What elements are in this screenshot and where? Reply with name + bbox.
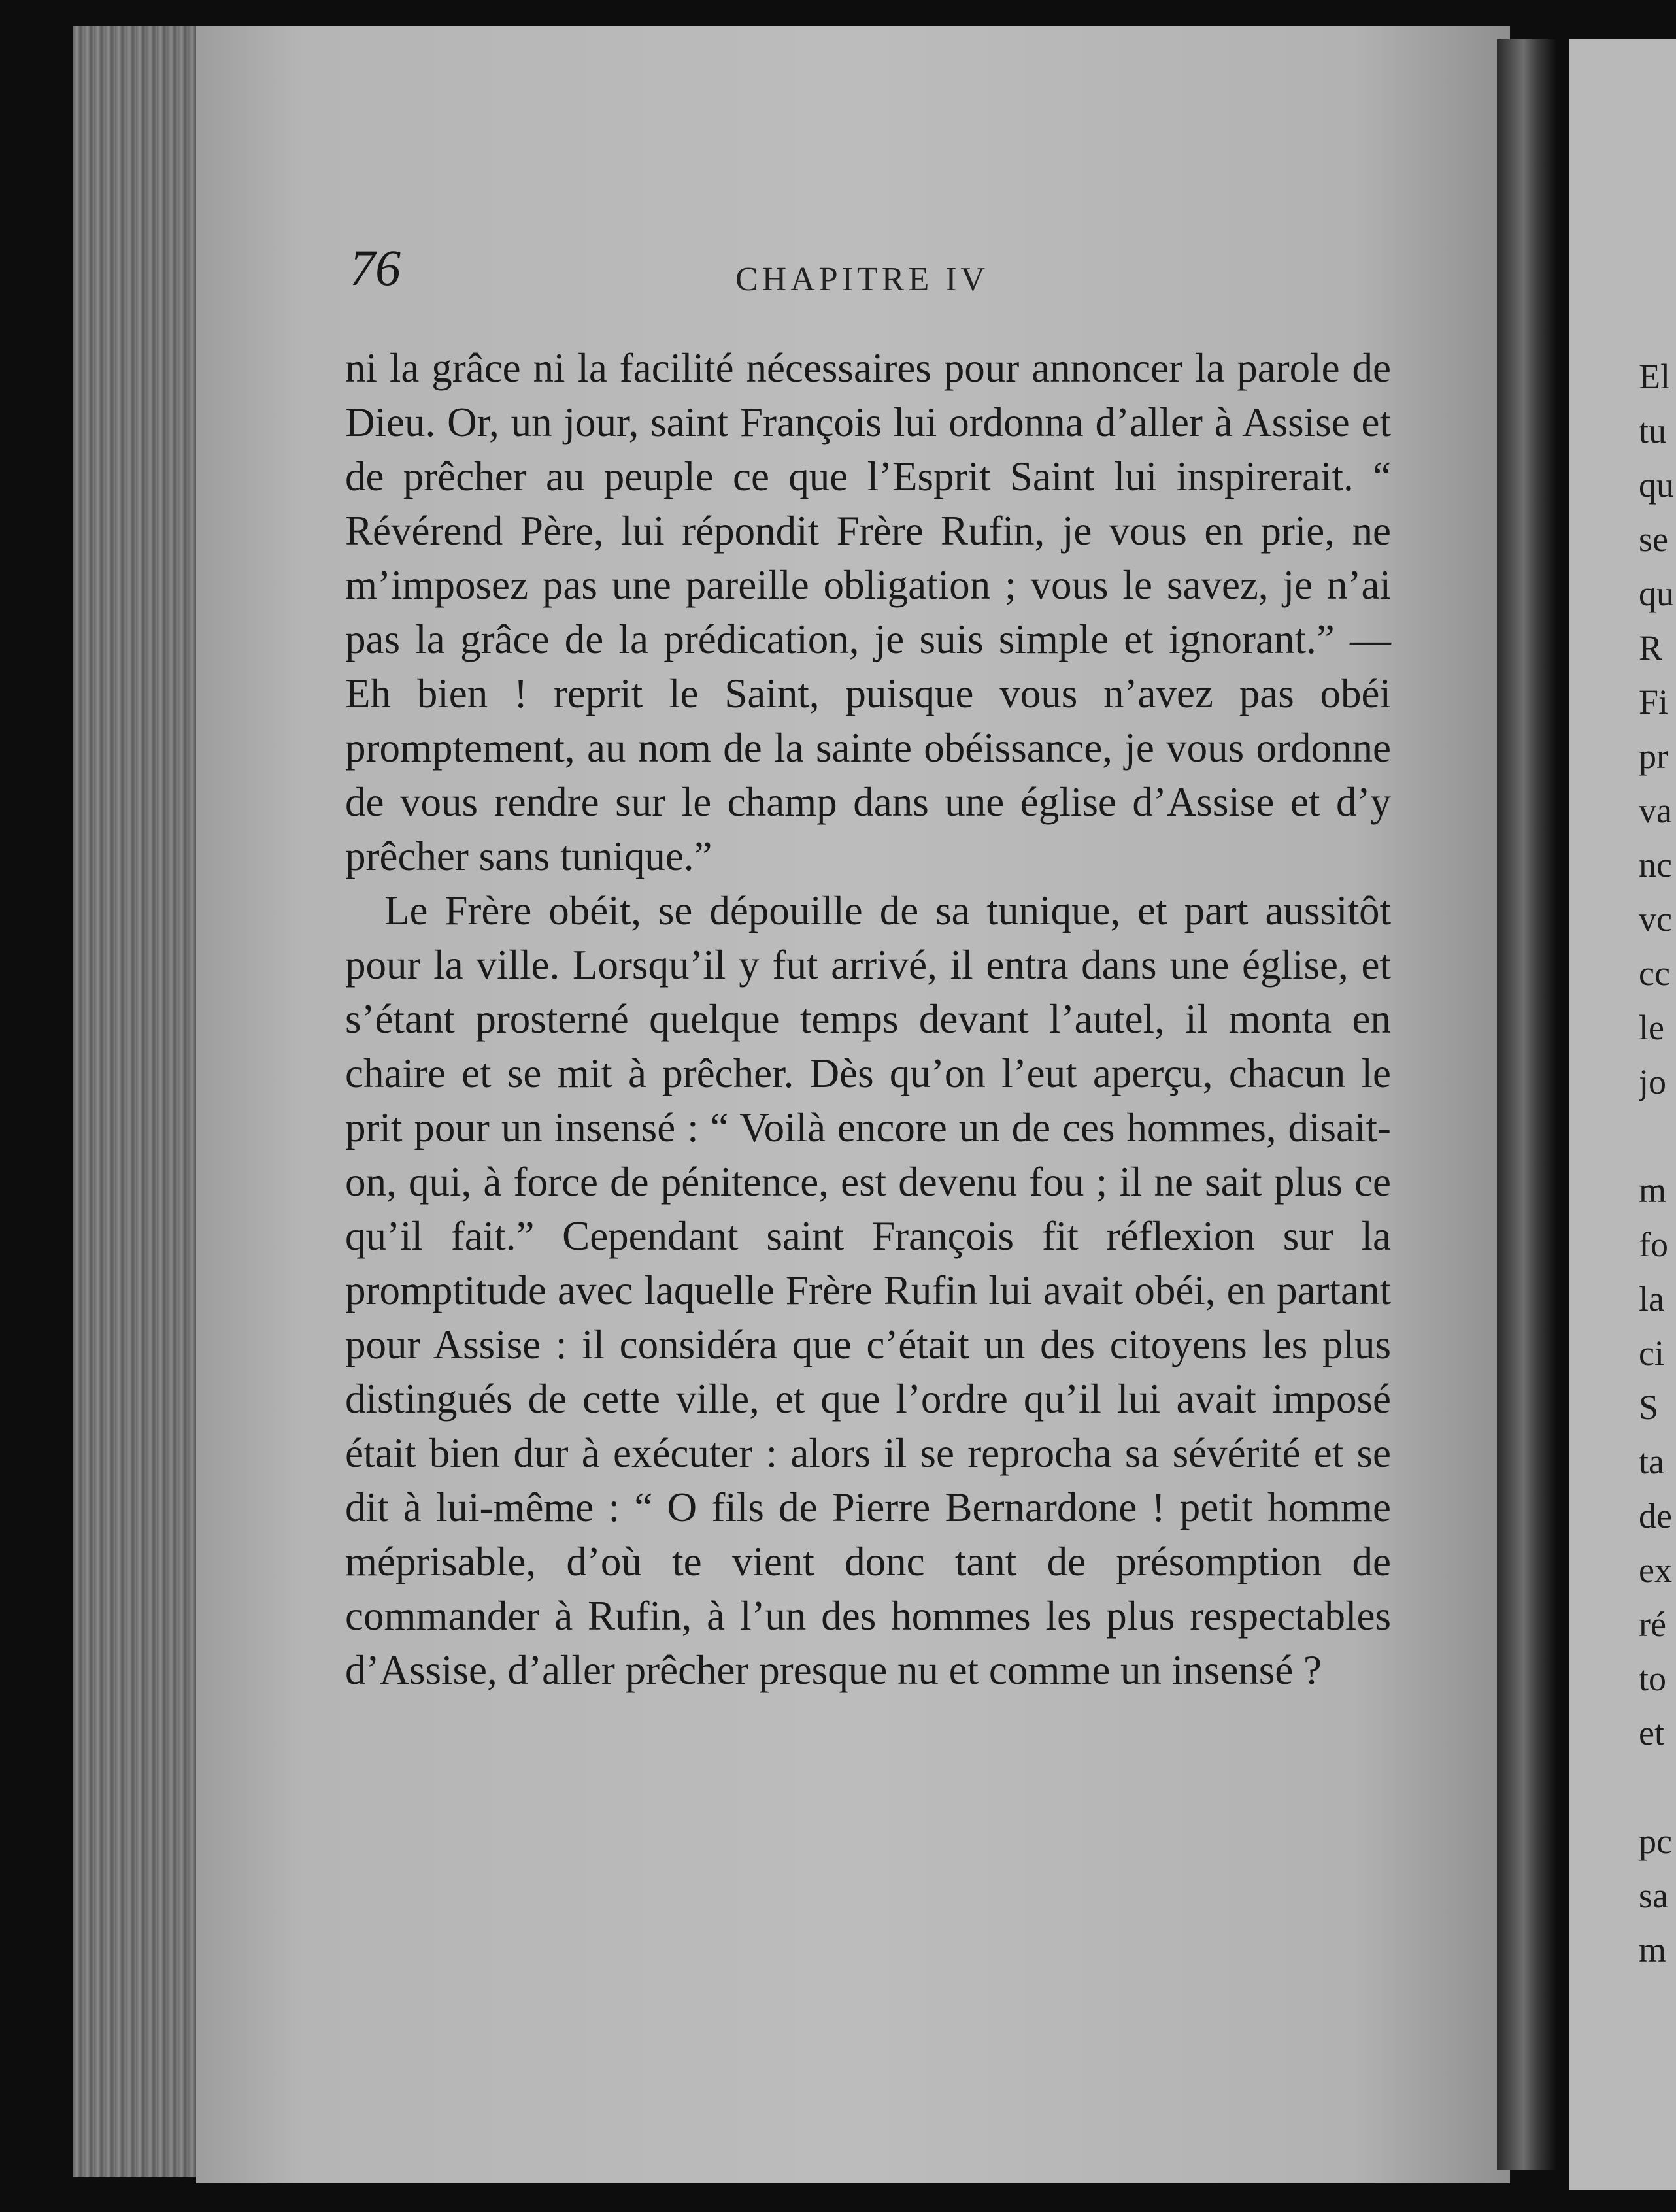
- fragment-line: le: [1639, 1008, 1664, 1047]
- fragment-line: ré: [1639, 1605, 1666, 1644]
- fragment-line: qu: [1639, 574, 1674, 613]
- fragment-line: Fi: [1639, 682, 1669, 722]
- fragment-line: ta: [1639, 1442, 1664, 1481]
- body-text: [345, 341, 1391, 1698]
- fragment-line: S: [1639, 1388, 1659, 1427]
- fragment-line: El: [1639, 357, 1670, 396]
- fragment-line: to: [1639, 1659, 1667, 1698]
- fragment-line: tu: [1639, 411, 1667, 450]
- running-head: CHAPITRE IV: [735, 261, 990, 298]
- facing-page-fragments: [1639, 350, 1676, 1977]
- fragment-line: de: [1639, 1496, 1672, 1535]
- fragment-line: ex: [1639, 1550, 1672, 1590]
- fragment-line: fo: [1639, 1225, 1668, 1264]
- fragment-line: qu: [1639, 465, 1674, 505]
- fragment-line: nc: [1639, 845, 1672, 884]
- fragment-line: pr: [1639, 737, 1668, 776]
- fragment-line: m: [1639, 1171, 1667, 1210]
- fragment-line: sa: [1639, 1876, 1668, 1915]
- fragment-line: jo: [1639, 1062, 1667, 1101]
- fragment-line: m: [1639, 1930, 1667, 1969]
- page-number: 76: [350, 239, 401, 296]
- page-edges: [73, 26, 210, 2177]
- fragment-line: se: [1639, 520, 1668, 559]
- paragraph-2: Le Frère obéit, se dépouille de sa tunique, et part aussitôt pour la ville. Lorsqu’il y fut arrivé, il entra dans une église, et s’étant prosterné quelque temps devant l’autel, il monta en chaire et se mit à prêcher. Dès qu’on l’eut aperçu, chacun le prit pour un insensé : “ Voilà encore un de ces hommes, disait-on, qui, à force de pénitence, est devenu fou ; il ne sait plus ce qu’il fait.” Cependant saint François fit réflexion sur la promptitude avec laquelle Frère Rufin lui avait obéi, en partant pour Assise : il considéra que c’était un des citoyens les plus distingués de cette ville, et que l’ordre qu’il lui avait imposé était bien dur à exécuter : alors il se reprocha sa sévérité et se dit à lui-même : “ O fils de Pierre Bernardone ! petit homme méprisable, d’où te vient donc tant de présomption de commander à Rufin, à l’un des hommes les plus respectables d’Assise, d’aller prêcher presque nu et comme un insensé ?: [345, 888, 1391, 1693]
- fragment-line: R: [1639, 628, 1663, 667]
- fragment-line: ci: [1639, 1333, 1664, 1373]
- fragment-line: vc: [1639, 899, 1672, 939]
- fragment-line: la: [1639, 1279, 1664, 1318]
- fragment-line: et: [1639, 1713, 1664, 1752]
- fragment-line: pc: [1639, 1822, 1672, 1861]
- fragment-line: va: [1639, 791, 1672, 830]
- fragment-line: cc: [1639, 954, 1670, 993]
- paragraph-1: ni la grâce ni la facilité nécessaires pour annoncer la parole de Dieu. Or, un jour, saint François lui ordonna d’aller à Assise et de prêcher au peuple ce que l’Esprit Saint lui inspirerait. “ Révérend Père, lui répondit Frère Rufin, je vous en prie, ne m’imposez pas une pareille obligation ; vous le savez, je n’ai pas la grâce de la prédication, je suis simple et ignorant.” — Eh bien ! reprit le Saint, puisque vous n’avez pas obéi promptement, au nom de la sainte obéissance, je vous ordonne de vous rendre sur le champ dans une église d’Assise et d’y prêcher sans tunique.”: [345, 345, 1391, 879]
- book-gutter: [1497, 39, 1556, 2170]
